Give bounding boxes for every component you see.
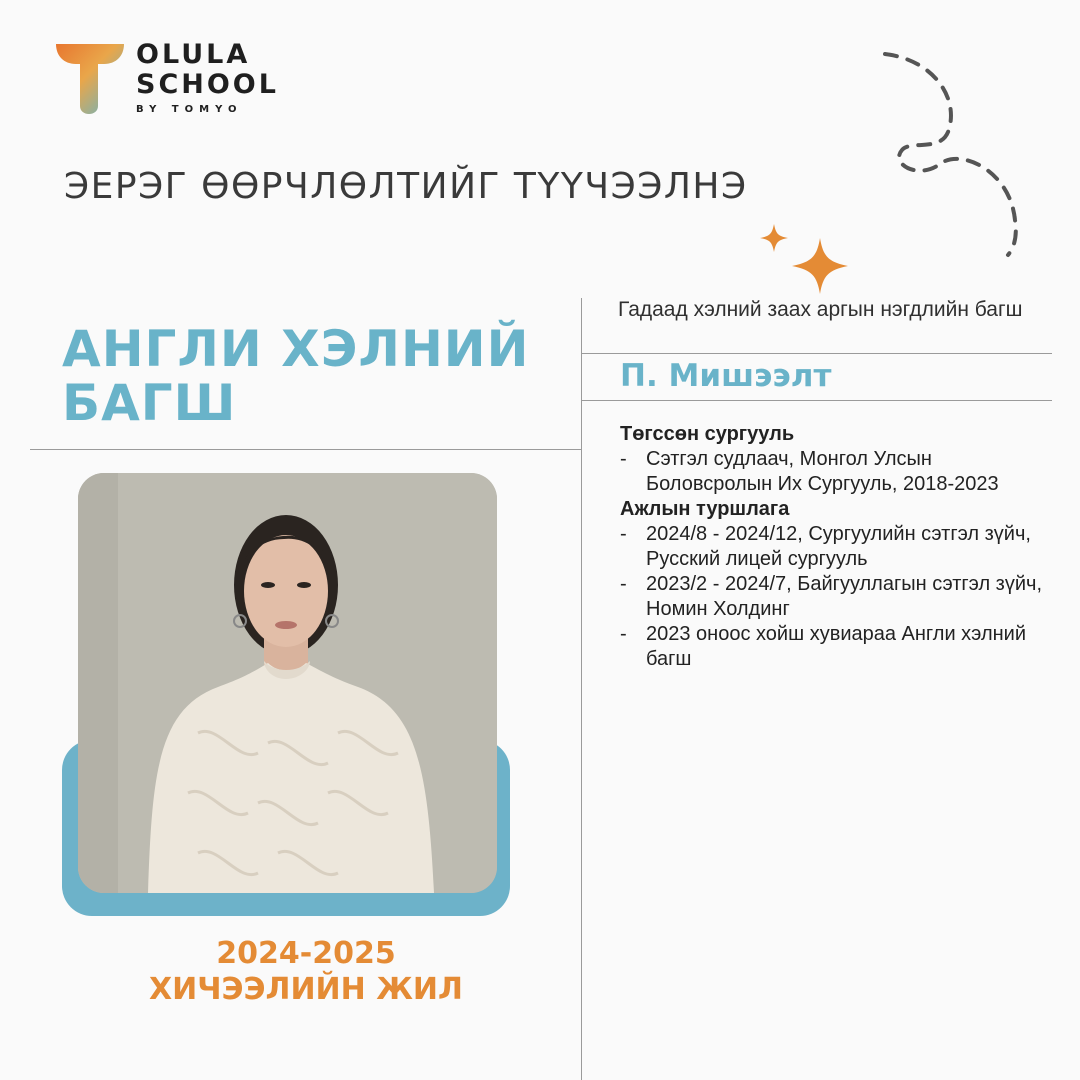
role-title-line2: БАГШ [62, 374, 237, 432]
education-item-text: Сэтгэл судлаач, Монгол Улсын Боловсролын Их Сургууль, 2018-2023 [646, 448, 999, 495]
role-title [62, 322, 562, 430]
experience-heading: Ажлын туршлага [620, 498, 790, 520]
bullet-dash: - [620, 523, 627, 545]
experience-item [620, 522, 1050, 572]
bullet-dash: - [620, 623, 627, 645]
brand-name-line1: OLULA [136, 39, 251, 70]
right-divider-bottom [582, 400, 1052, 401]
education-item [620, 447, 1050, 497]
teacher-details [620, 422, 1050, 672]
tagline: ЭЕРЭГ ӨӨРЧЛӨЛТИЙГ ТҮҮЧЭЭЛНЭ [64, 166, 748, 207]
brand-byline: BY TOMYO [136, 104, 243, 115]
bullet-dash: - [620, 573, 627, 595]
experience-item [620, 572, 1050, 622]
school-year-range: 2024-2025 [216, 936, 396, 971]
role-title-line1: АНГЛИ ХЭЛНИЙ [62, 320, 530, 378]
brand-name-line2: SCHOOL [136, 69, 279, 100]
sparkle-icon [756, 222, 856, 300]
experience-item-text: 2024/8 - 2024/12, Сургуулийн сэтгэл зүйч, Русский лицей сургууль [646, 523, 1031, 570]
experience-item-text: 2023 оноос хойш хувиараа Англи хэлний багш [646, 623, 1026, 670]
left-horizontal-divider [30, 449, 582, 450]
school-year [30, 936, 582, 1008]
teacher-photo [78, 473, 497, 893]
experience-item-text: 2023/2 - 2024/7, Байгууллагын сэтгэл зүйч, Номин Холдинг [646, 573, 1042, 620]
right-divider-top [582, 353, 1052, 354]
teacher-portrait-illustration [78, 473, 497, 893]
department-label: Гадаад хэлний заах аргын нэгдлийн багш [618, 298, 1023, 321]
brand-wordmark [136, 40, 279, 115]
bullet-dash: - [620, 448, 627, 470]
t-logo-icon [54, 42, 126, 114]
teacher-name: П. Мишээлт [620, 358, 832, 394]
experience-item [620, 622, 1050, 672]
school-year-label: ХИЧЭЭЛИЙН ЖИЛ [149, 972, 463, 1007]
education-heading: Төгссөн сургууль [620, 423, 795, 445]
